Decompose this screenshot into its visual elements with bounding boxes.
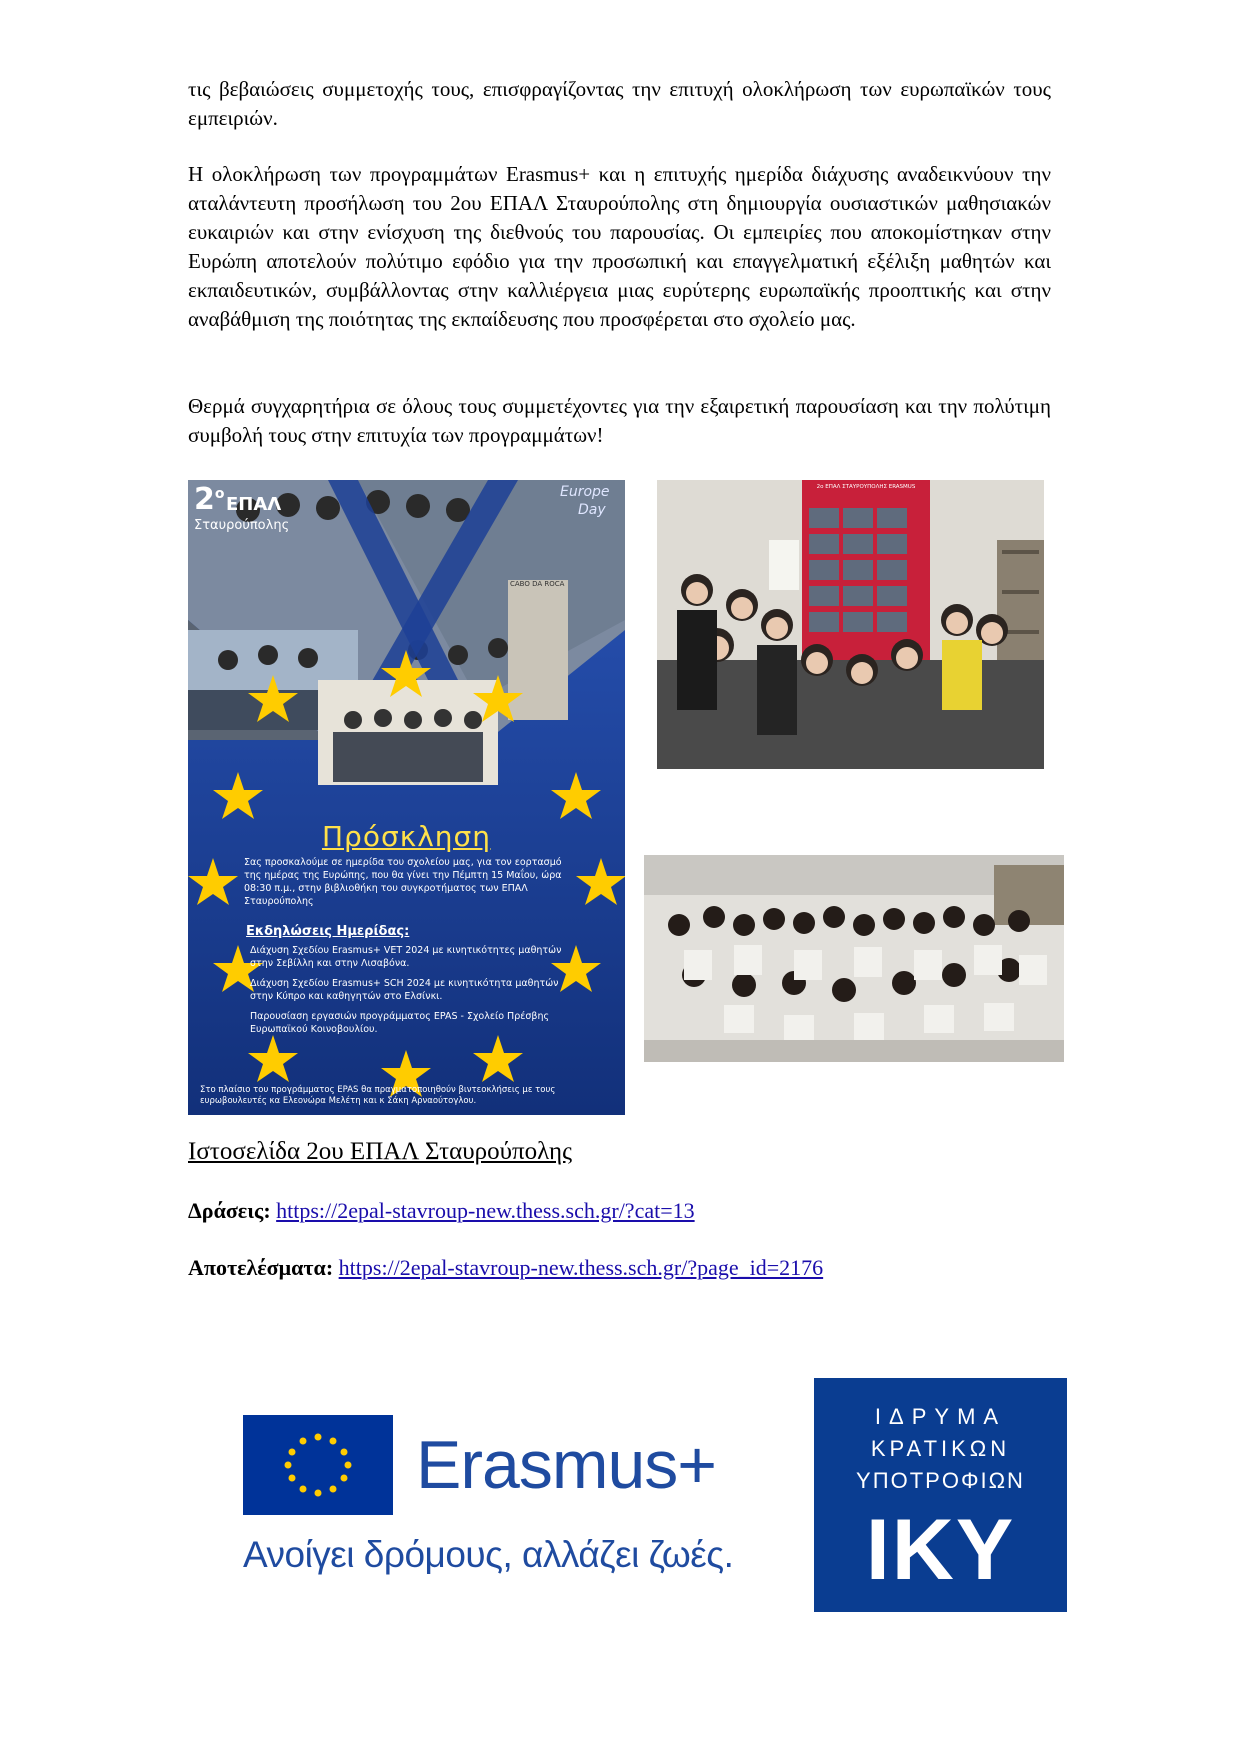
- iky-logo: [814, 1378, 1067, 1612]
- iky-abbr: IKY: [865, 1502, 1016, 1598]
- erasmus-logo: [243, 1415, 803, 1585]
- erasmus-wordmark: Erasmus+: [416, 1427, 716, 1503]
- europe-day-poster: [188, 480, 625, 1115]
- paragraph-2: Η ολοκλήρωση των προγραμμάτων Erasmus+ και η επιτυχής ημερίδα διάχυσης αναδεικνύουν την αταλάντευτη προσήλωση του 2ου ΕΠΑΛ Σταυρούπολης στη δημιουργία ουσιαστικών μαθησιακών ευκαιριών και στην ενίσχυση της διεθνούς του παρουσίας. Οι εμπειρίες που αποκομίστηκαν στην Ευρώπη αποτελούν πολύτιμο εφόδιο για την προσωπική και επαγγελματική εξέλιξη μαθητών και εκπαιδευτικών, συμβάλλοντας στην καλλιέργεια μιας ευρύτερης ευρωπαϊκής προοπτικής και στην αναβάθμιση της ποιότητας της εκπαίδευσης που προσφέρεται στο σχολείο μας.: [188, 162, 1051, 331]
- results-link[interactable]: https://2epal-stavroup-new.thess.sch.gr/?page_id=2176: [338, 1255, 824, 1280]
- paragraph-1: τις βεβαιώσεις συμμετοχής τους, επισφραγίζοντας την επιτυχή ολοκλήρωση των ευρωπαϊκών τους εμπειριών.: [188, 77, 1051, 130]
- erasmus-tagline: Ανοίγει δρόμους, αλλάζει ζωές.: [243, 1534, 734, 1575]
- iky-line1: ΙΔΡΥΜΑ: [874, 1404, 1007, 1429]
- poster-event-3: Παρουσίαση εργασιών προγράμματος EPAS - Σχολείο Πρέσβης Ευρωπαϊκού Κοινοβουλίου.: [250, 1011, 550, 1035]
- paragraph-3: Θερμά συγχαρητήρια σε όλους τους συμμετέχοντες για την εξαιρετική παρουσίαση και την πολύτιμη συμβολή τους στην επιτυχία των προγραμμάτων!: [188, 394, 1051, 447]
- poster-badge-line2: Day: [578, 502, 606, 518]
- group-certificates-graphic: [644, 855, 1064, 1062]
- poster-invite-text: Σας προσκαλούμε σε ημερίδα του σχολείου μας, για τον εορτασμό της ημέρας της Ευρώπης, που θα γίνει την Πέμπτη 15 Μαΐου, ώρα 08:30 π.μ., στην βιβλιοθήκη του συγκροτήματος των ΕΠΑΛ Σταυρούπολης: [244, 857, 562, 907]
- actions-link-line: [188, 1198, 695, 1224]
- students-board-graphic: [657, 480, 1044, 769]
- results-label: Αποτελέσματα:: [188, 1255, 334, 1280]
- poster-school-number: $2^o$: [194, 482, 225, 517]
- poster-school-name: Σταυρούπολης: [194, 518, 290, 533]
- poster-event-1: Διάχυση Σχεδίου Erasmus+ VET 2024 με κινητικότητες μαθητών στην Σεβίλλη και στην Λισαβόνα.: [250, 945, 562, 969]
- results-link-line: [188, 1255, 823, 1281]
- poster-event-2: Διάχυση Σχεδίου Erasmus+ SCH 2024 με κινητικότητα μαθητών στην Κύπρο και καθηγητών στο Ελσίνκι.: [250, 978, 559, 1002]
- poster-events-heading: Εκδηλώσεις Ημερίδας:: [246, 924, 410, 939]
- board-title: 2ο ΕΠΑΛ ΣΤΑΥΡΟΥΠΟΛΗΣ ERASMUS: [816, 484, 916, 490]
- poster-school-abbr: ΕΠΑΛ: [226, 494, 282, 515]
- students-board-photo: [657, 480, 1044, 769]
- group-certificates-photo: [644, 855, 1064, 1062]
- iky-line3: ΥΠΟΤΡΟΦΙΩΝ: [856, 1468, 1025, 1493]
- eu-flag-icon: [243, 1415, 393, 1515]
- actions-link[interactable]: https://2epal-stavroup-new.thess.sch.gr/?cat=13: [276, 1198, 695, 1223]
- poster-footer-text: Στο πλαίσιο του προγράμματος EPAS θα πραγματοποιηθούν βιντεοκλήσεις με τους ευρωβουλευτές κα Ελεονώρα Μελέτη και κ Σάκη Αρναούτογλου.: [200, 1085, 556, 1106]
- website-heading: Ιστοσελίδα 2ου ΕΠΑΛ Σταυρούπολης: [188, 1138, 573, 1165]
- poster-monument-text: CABO DA ROCA: [510, 580, 565, 588]
- iky-line2: ΚΡΑΤΙΚΩΝ: [870, 1436, 1011, 1461]
- poster-title: Πρόσκληση: [321, 820, 491, 853]
- poster-badge-line1: Europe: [560, 484, 610, 500]
- actions-label: Δράσεις:: [188, 1198, 271, 1223]
